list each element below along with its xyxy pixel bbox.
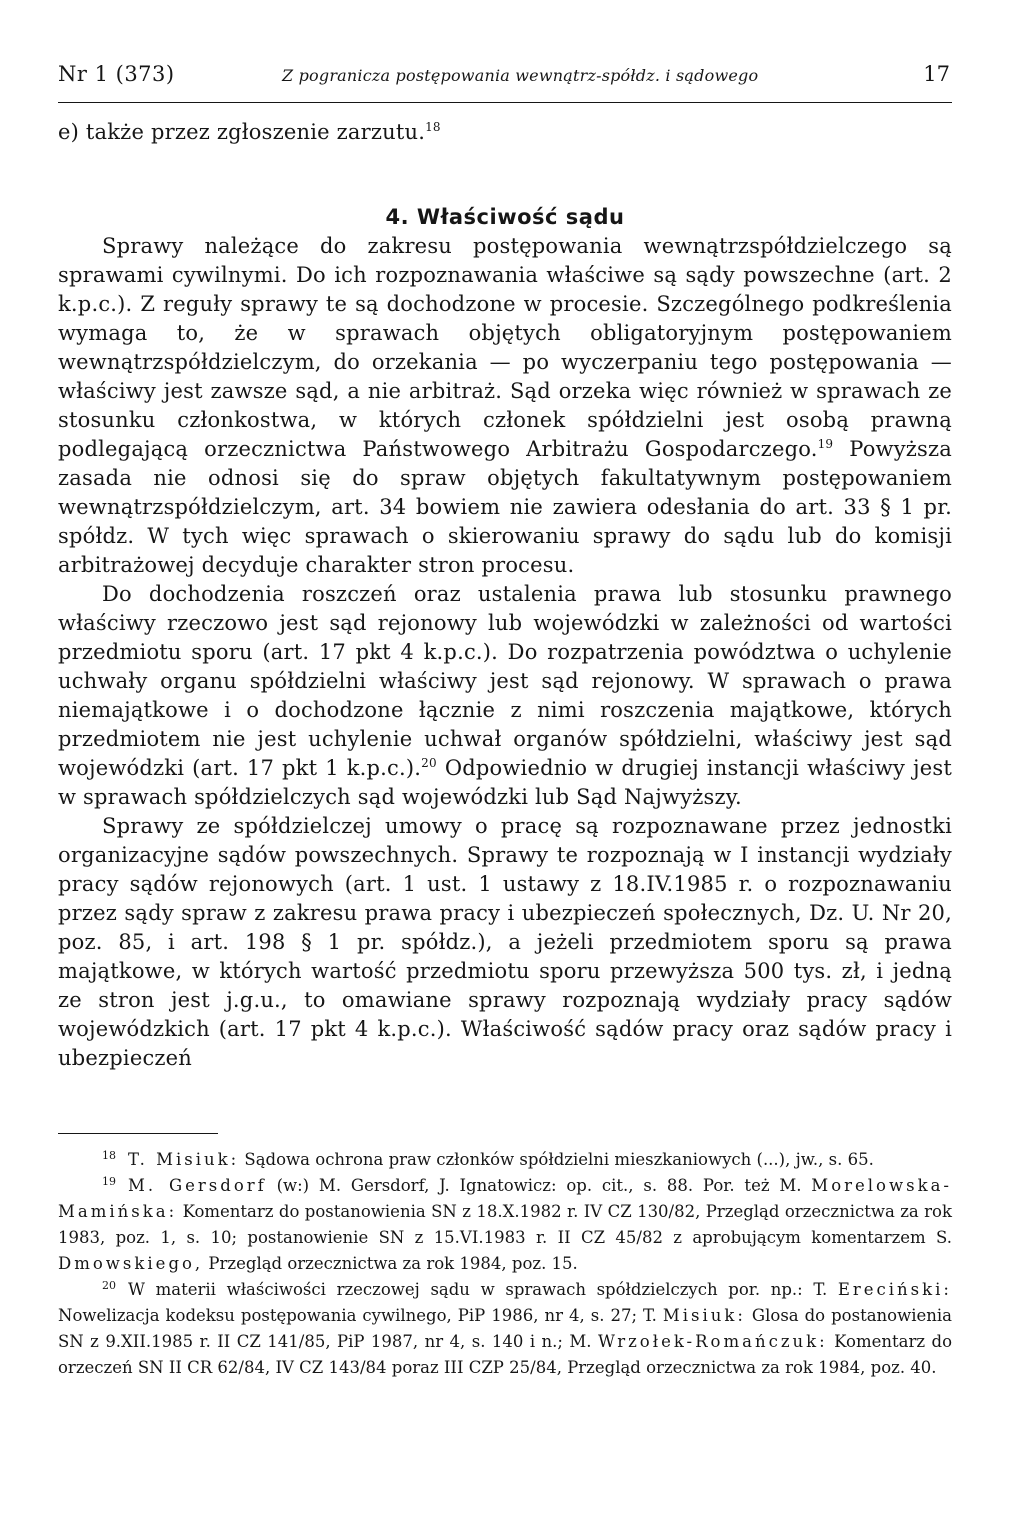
footnote-19: [58, 1173, 952, 1277]
intro-text: e) także przez zgłoszenie zarzutu.: [58, 120, 426, 144]
paragraph-1-text-b: Powyższa zasada nie odnosi się do spraw objętych fakultatywnym postępowaniem wewnątrzspółdzielczym, art. 34 bowiem nie zawiera odesłania do art. 33 § 1 pr. spółdz. W tych więc sprawach o skierowaniu sprawy do sądu lub do komisji arbitrażowej decyduje charakter stron procesu.: [58, 437, 952, 577]
footnote-author: M. Gersdorf: [128, 1176, 267, 1195]
footnote-text: Glosa do postanowienia SN z 9.XII.1985 r. II CZ 141/85, PiP 1987, nr 4, s. 140 i n.; M.: [58, 1306, 953, 1351]
main-text: [58, 232, 952, 1073]
page-number: 17: [923, 62, 950, 86]
footnote-text: Nowelizacja kodeksu postępowania cywilnego, PiP 1986, nr 4, s. 27; T.: [58, 1306, 663, 1325]
footnote-text: Komentarz do orzeczeń SN II CR 62/84, IV CZ 143/84 poraz III CZP 25/84, Przegląd orzecznictwa za rok 1984, poz. 40.: [58, 1332, 952, 1377]
issue-number: Nr 1 (373): [58, 62, 175, 86]
footnote-18: [58, 1147, 952, 1173]
footnote-text: W materii właściwości rzeczowej sądu w sprawach spółdzielczych por. np.: T.: [128, 1280, 838, 1299]
running-header: [58, 62, 952, 103]
footnote-author: Misiuk:: [662, 1306, 746, 1325]
footnote-separator: [58, 1133, 218, 1134]
paragraph-1: [58, 232, 952, 580]
page: [58, 0, 952, 1532]
intro-line: [58, 118, 441, 147]
footnote-text: Przegląd orzecznictwa za rok 1984, poz. 15.: [203, 1254, 578, 1273]
footnotes: [58, 1147, 952, 1381]
running-title: Z pogranicza postępowania wewnątrz-spółdz. i sądowego: [282, 66, 759, 85]
footnote-author: Morelowska-Mamińska:: [58, 1176, 952, 1221]
footnote-author: Dmowskiego,: [58, 1254, 204, 1273]
paragraph-2-text-a: Do dochodzenia roszczeń oraz ustalenia prawa lub stosunku prawnego właściwy rzeczowo jest sąd rejonowy lub wojewódzki w zależności od wartości przedmiotu sporu (art. 17 pkt 4 k.p.c.). Do rozpatrzenia powództwa o uchylenie uchwały organu spółdzielni właściwy jest sąd rejonowy. W sprawach o prawa niemajątkowe i o dochodzone łącznie z nimi roszczenia majątkowe, których przedmiotem nie jest uchylenie uchwał organów spółdzielni, właściwy jest sąd wojewódzki (art. 17 pkt 1 k.p.c.).: [58, 582, 952, 780]
footnote-ref-18: 18: [425, 120, 441, 134]
paragraph-2-text-b: Odpowiednio w drugiej instancji właściwy jest w sprawach spółdzielczych sąd wojewódzki lub Sąd Najwyższy.: [58, 756, 952, 809]
footnote-number: 18: [102, 1148, 116, 1162]
paragraph-1-text-a: Sprawy należące do zakresu postępowania wewnątrzspółdzielczego są sprawami cywilnymi. Do ich rozpoznawania właściwe są sądy powszechne (art. 2 k.p.c.). Z reguły sprawy te są dochodzone w procesie. Szczególnego podkreślenia wymaga to, że w sprawach objętych obligatoryjnym postępowaniem wewnątrzspółdzielczym, do orzekania — po wyczerpaniu tego postępowania — właściwy jest zawsze sąd, a nie arbitraż. Sąd orzeka więc również w sprawach ze stosunku członkostwa, w których członek spółdzielni jest osobą prawną podlegającą orzecznictwa Państwowego Arbitrażu Gospodarczego.: [58, 234, 952, 461]
footnote-text: Komentarz do postanowienia SN z 18.X.1982 r. IV CZ 130/82, Przegląd orzecznictwa za rok 1983, poz. 1, s. 10; postanowienie SN z 15.VI.1983 r. II CZ 45/82 z aprobującym komentarzem S.: [58, 1202, 952, 1247]
footnote-ref-19: 19: [817, 437, 834, 451]
footnote-author: Ereciński:: [837, 1280, 952, 1299]
footnote-number: 19: [102, 1174, 116, 1188]
footnote-number: 20: [102, 1278, 116, 1292]
paragraph-2: [58, 580, 952, 812]
footnote-author: Wrzołek-Romańczuk:: [598, 1332, 828, 1351]
footnote-text: Sądowa ochrona praw członków spółdzielni mieszkaniowych (...), jw., s. 65.: [239, 1150, 874, 1169]
footnote-text: (w:) M. Gersdorf, J. Ignatowicz: op. cit., s. 88. Por. też M.: [266, 1176, 812, 1195]
paragraph-3: Sprawy ze spółdzielczej umowy o pracę są rozpoznawane przez jednostki organizacyjne sądów powszechnych. Sprawy te rozpoznają w I instancji wydziały pracy sądów rejonowych (art. 1 ust. 1 ustawy z 18.IV.1985 r. o rozpoznawaniu przez sądy spraw z zakresu prawa pracy i ubezpieczeń społecznych, Dz. U. Nr 20, poz. 85, i art. 198 § 1 pr. spółdz.), a jeżeli przedmiotem sporu są prawa majątkowe, w których wartość przedmiotu sporu przewyższa 500 tys. zł, i jedną ze stron jest j.g.u., to omawiane sprawy rozpoznają wydziały pracy sądów wojewódzkich (art. 17 pkt 4 k.p.c.). Właściwość sądów pracy oraz sądów pracy i ubezpieczeń: [58, 814, 952, 1070]
footnote-author: T. Misiuk:: [128, 1150, 240, 1169]
footnote-20: [58, 1277, 952, 1381]
footnote-ref-20: 20: [421, 756, 437, 770]
section-title: 4. Właściwość sądu: [385, 205, 625, 229]
